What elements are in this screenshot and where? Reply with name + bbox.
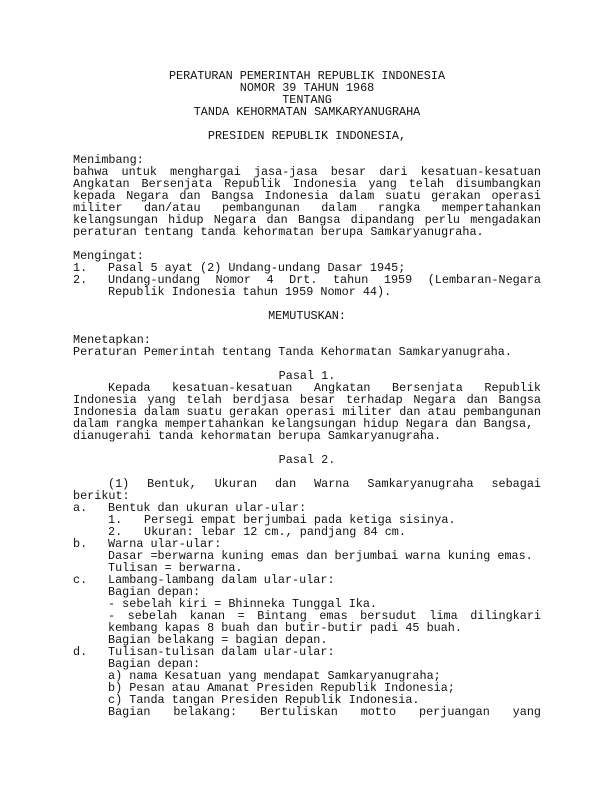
item-label: b. [73,537,88,551]
item-title: Bentuk dan ukuran ular-ular: [108,501,307,515]
menimbang-line: Angkatan Bersenjata Republik Indonesia yang telah disumbangkan [73,177,541,191]
item-d-line: a) nama Kesatuan yang mendapat Samkaryanugraha; [108,669,441,683]
menimbang-label: Menimbang: [73,153,144,167]
item-b-line: Dasar =berwarna kuning emas dan berjumbai warna kuning emas. [108,549,533,563]
item-c-line: - sebelah kanan = Bintang emas bersudut lima dilingkari [108,609,541,623]
pasal1-title: Pasal 1. [278,369,336,383]
pasal1-line: Indonesia yang telah berdjasa besar terhadap Negara dan Bangsa [73,393,541,407]
mengingat-label: Mengingat: [73,249,144,263]
item-text: Pasal 5 ayat (2) Undang-undang Dasar 1945; [108,261,406,275]
doc-title: PERATURAN PEMERINTAH REPUBLIK INDONESIA [168,69,446,83]
menimbang-line: kelangsungan hidup Negara dan Bangsa dipandang perlu mengadakan [73,213,541,227]
president-heading: PRESIDEN REPUBLIK INDONESIA, [207,129,407,143]
pasal1-line: Kepada kesatuan-kesatuan Angkatan Bersenjata Republik [108,381,541,395]
menimbang-line: bahwa untuk menghargai jasa-jasa besar dari kesatuan-kesatuan [73,165,541,179]
item-title: Warna ular-ular: [108,537,222,551]
item-c-line: Bagian belakang = bagian depan. [108,633,328,647]
memutuskan-heading: MEMUTUSKAN: [268,309,346,323]
doc-subject: TANDA KEHORMATAN SAMKARYANUGRAHA [193,105,421,119]
item-label: a. [73,501,88,515]
sub-number: 1. [108,513,123,527]
item-d-line: Bagian depan: [108,657,201,671]
item-title: Tulisan-tulisan dalam ular-ular: [108,645,335,659]
menimbang-line: militer dan/atau pembangunan dalam rangka mempertahankan [73,201,541,215]
sub-number: 2. [108,525,123,539]
doc-number: NOMOR 39 TAHUN 1968 [239,81,375,95]
item-number: 1. [73,261,88,275]
menetapkan-text: Peraturan Pemerintah tentang Tanda Kehormatan Samkaryanugraha. [73,345,512,359]
pasal1-line: dianugerahi tanda kehormatan berupa Samkaryanugraha. [73,429,442,443]
item-label: c. [73,573,88,587]
pasal2-title: Pasal 2. [278,453,336,467]
pasal2-intro: (1) Bentuk, Ukuran dan Warna Samkaryanugraha sebagai [108,477,541,491]
menimbang-line: kepada Negara dan Bangsa Indonesia dalam suatu gerakan operasi [73,189,541,203]
pasal2-intro: berikut: [73,489,130,503]
item-c-line: kembang kapas 8 buah dan butir-butir padi 45 buah. [108,621,462,635]
item-c-line: - sebelah kiri = Bhinneka Tunggal Ika. [108,597,378,611]
item-d-line: c) Tanda tangan Presiden Republik Indonesia. [108,693,420,707]
sub-text: Persegi empat berjumbai pada ketiga sisinya. [144,513,456,527]
item-title: Lambang-lambang dalam ular-ular: [108,573,335,587]
document-page [73,70,541,718]
item-c-line: Bagian depan: [108,585,201,599]
menimbang-line: peraturan tentang tanda kehormatan berupa Samkaryanugraha. [73,225,484,239]
item-text: Undang-undang Nomor 4 Drt. tahun 1959 (Lembaran-Negara [108,273,541,287]
item-d-line: b) Pesan atau Amanat Presiden Republik Indonesia; [108,681,455,695]
menetapkan-label: Menetapkan: [73,333,151,347]
item-number: 2. [73,273,88,287]
item-d-line: Bagian belakang: Bertuliskan motto perjuangan yang [108,705,541,719]
item-b-line: Tulisan = berwarna. [108,561,243,575]
pasal1-line: dalam rangka mempertahankan kelangsungan hidup Negara dan Bangsa, [73,417,534,431]
sub-text: Ukuran: lebar 12 cm., pandjang 84 cm. [144,525,406,539]
item-label: d. [73,645,88,659]
pasal1-line: Indonesia dalam suatu gerakan operasi militer dan atau pembangunan [73,405,541,419]
mengingat-item-cont: Republik Indonesia tahun 1959 Nomor 44). [108,285,392,299]
doc-about: TENTANG [282,93,332,107]
